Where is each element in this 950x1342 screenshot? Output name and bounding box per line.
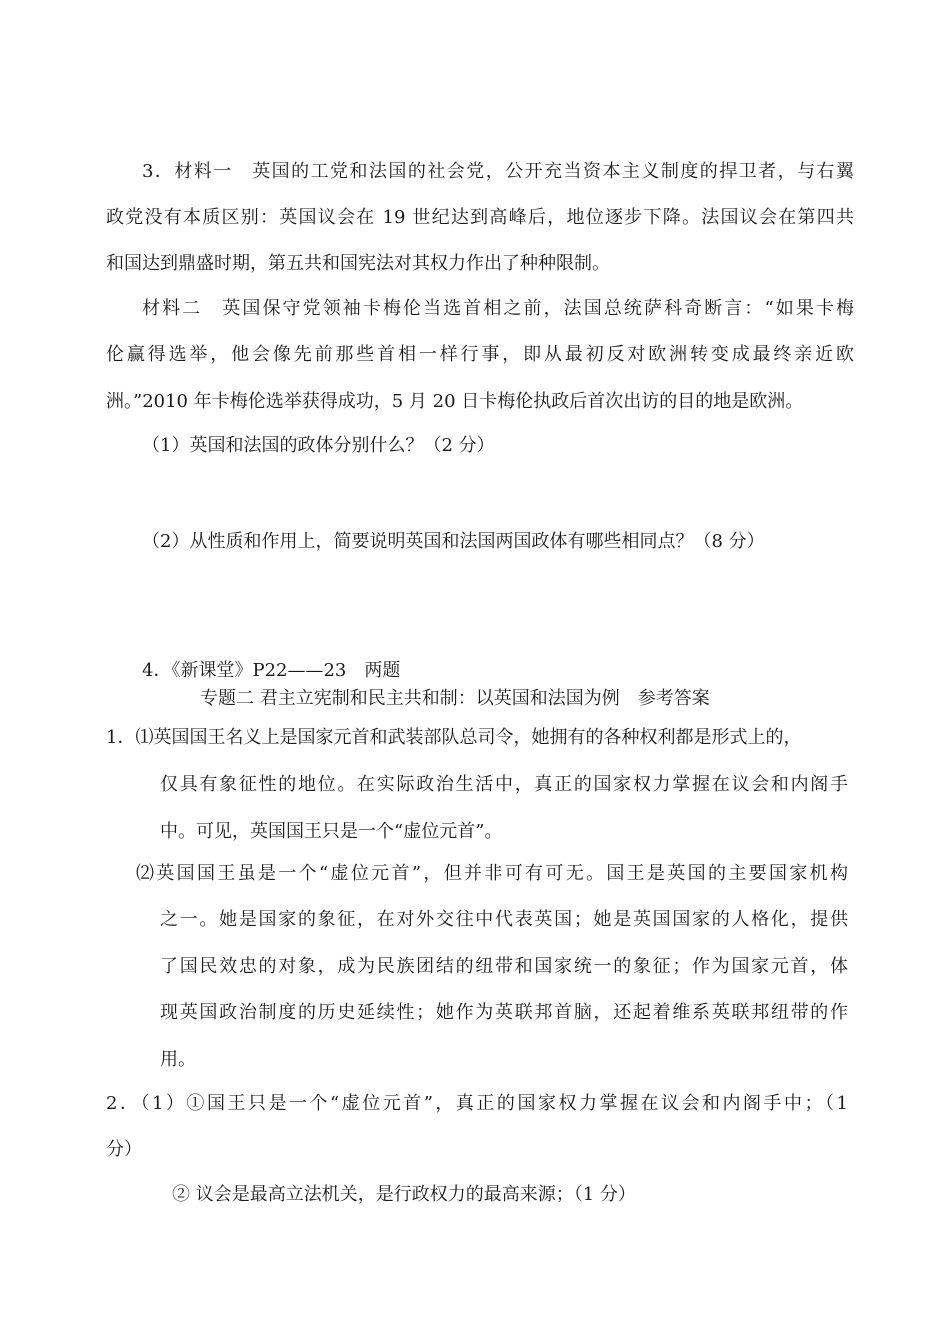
answer-1-2-line-3: 了国民效忠的对象，成为民族团结的纽带和国家统一的象征；作为国家元首，体 [160,956,848,977]
question-4: 4．《新课堂》P22——23 两题 [142,660,401,681]
q3-line-1: 3．材料一 英国的工党和法国的社会党，公开充当资本主义制度的捍卫者，与右翼 [142,161,854,182]
answer-1-1-line-1: 1．⑴英国国王名义上是国家元首和武装部队总司令，她拥有的各种权利都是形式上的， [106,727,802,748]
answer-1-1-line-3: 中。可见，英国国王只是一个“虚位元首”。 [160,821,503,842]
answer-1-2-line-5: 用。 [160,1049,196,1070]
answer-1-2-line-4: 现英国政治制度的历史延续性；她作为英联邦首脑，还起着维系英联邦纽带的作 [160,1002,848,1023]
q3-subquestion-1: （1）英国和法国的政体分别什么？（2 分） [142,435,495,456]
answer-1-2-line-2: 之一。她是国家的象征，在对外交往中代表英国；她是英国国家的人格化，提供 [160,909,848,930]
answer-2-line-2: 分） [106,1139,142,1160]
q3-line-2: 政党没有本质区别：英国议会在 19 世纪达到高峰后，地位逐步下降。法国议会在第四共 [106,207,854,228]
q3-line-6: 洲。”2010 年卡梅伦选举获得成功，5 月 20 日卡梅伦执政后首次出访的目的地是欧洲。 [106,391,804,412]
q3-line-4: 材料二 英国保守党领袖卡梅伦当选首相之前，法国总统萨科奇断言：“如果卡梅 [142,298,854,319]
answer-2-line-1: 2．（1）①国王只是一个“虚位元首”，真正的国家权力掌握在议会和内阁手中；（1 [106,1093,848,1114]
answer-1-2-line-1: ⑵英国国王虽是一个“虚位元首”，但并非可有可无。国王是英国的主要国家机构 [136,863,848,884]
answer-2-line-3: ② 议会是最高立法机关，是行政权力的最高来源；（1 分） [172,1184,636,1205]
q3-line-3: 和国达到鼎盛时期，第五共和国宪法对其权力作出了种种限制。 [106,253,610,274]
q3-subquestion-2: （2）从性质和作用上，简要说明英国和法国两国政体有哪些相同点？（8 分） [142,531,765,552]
q3-line-5: 伦赢得选举，他会像先前那些首相一样行事，即从最初反对欧洲转变成最终亲近欧 [106,344,854,365]
answer-1-1-line-2: 仅具有象征性的地位。在实际政治生活中，真正的国家权力掌握在议会和内阁手 [160,774,848,795]
answer-title: 专题二 君主立宪制和民主共和制：以英国和法国为例 参考答案 [200,688,710,709]
